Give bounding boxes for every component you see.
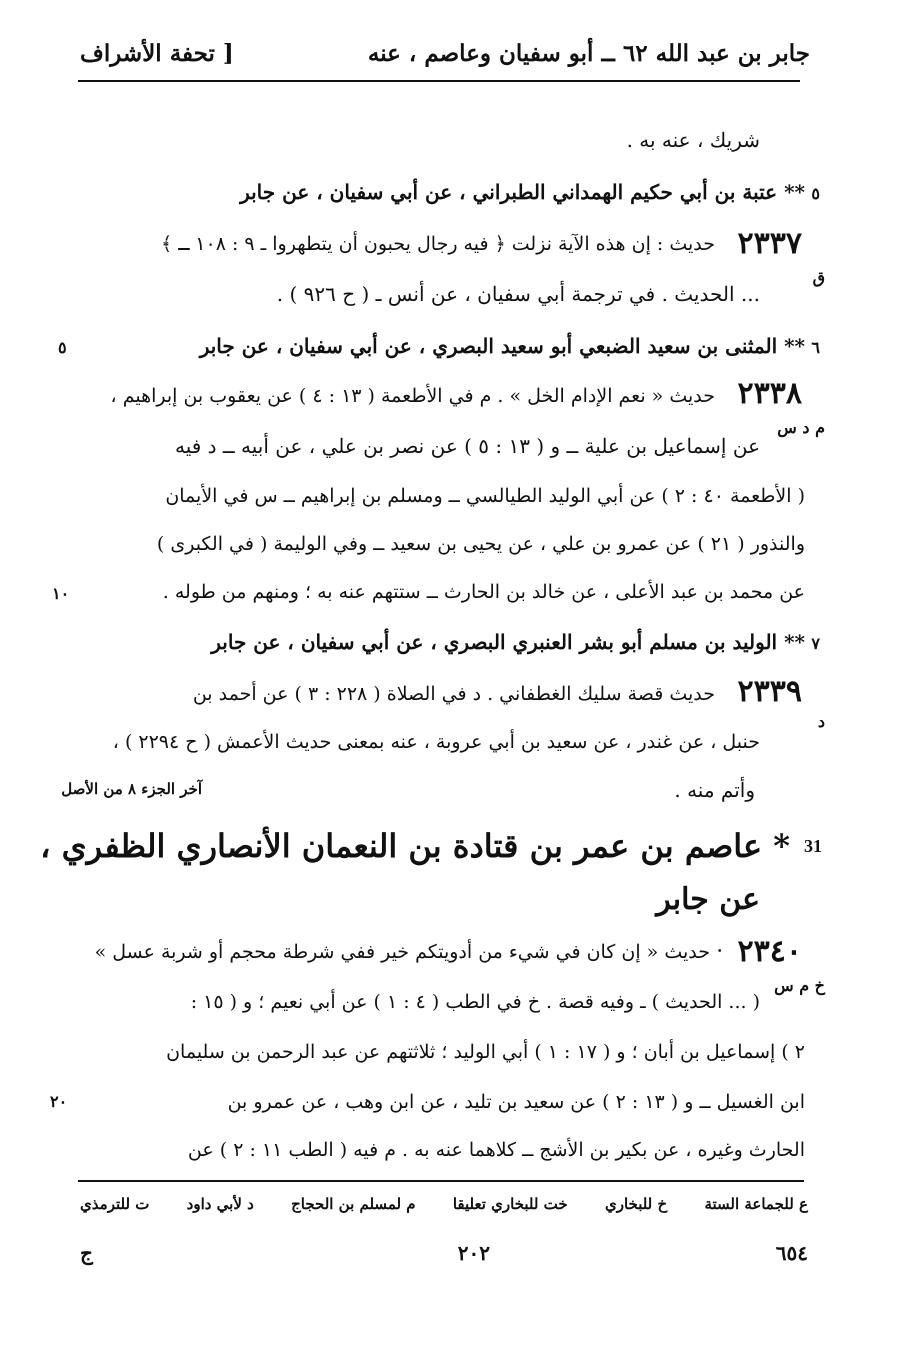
margin-line-number-10: ١٠ (52, 584, 70, 603)
legend-item: ع للجماعة الستة (704, 1195, 808, 1213)
margin-note-5: ٥ (58, 338, 67, 357)
page-number-tuhfa: ٦٥٤ (775, 1241, 808, 1265)
running-head-book: [ تحفة الأشراف (80, 40, 234, 67)
footer-rule (78, 1180, 804, 1182)
hadith-2337-sigla: ق (812, 268, 825, 287)
hadith-2338-line-5: عن محمد بن عبد الأعلى ، عن خالد بن الحارث ــ ستتهم عنه به ؛ ومنهم من طوله . (162, 581, 805, 603)
page-number-center: ٢٠٢ (457, 1241, 490, 1265)
hadith-2338-line-1: حديث « نعم الإدام الخل » . م في الأطعمة ( ١٣ : ٤ ) عن يعقوب بن إبراهيم ، (110, 385, 715, 407)
margin-line-number-20: ٢٠ (50, 1092, 68, 1111)
hadith-2339-line-3: وأتم منه . (674, 778, 755, 802)
hadith-2340-marker: ٠ (715, 940, 724, 959)
hadith-2340-line-3: ٢ ) إسماعيل بن أبان ؛ و ( ١٧ : ١ ) أبي الوليد ؛ ثلاثتهم عن عبد الرحمن بن سليمان (166, 1041, 805, 1063)
narrator-muthanna: ** المثنى بن سعيد الضبعي أبو سعيد البصري ، عن أبي سفيان ، عن جابر (199, 334, 805, 358)
hadith-number-2338: ٢٣٣٨ (737, 376, 802, 411)
margin-note-end-of-part: آخر الجزء ٨ من الأصل (61, 780, 202, 798)
section-number: 31 (804, 836, 822, 856)
hadith-2340-line-5: الحارث وغيره ، عن بكير بن الأشج ــ كلاهما عنه به . م فيه ( الطب ١١ : ٢ ) عن (187, 1139, 805, 1161)
hadith-2338-line-3: ( الأطعمة ٤٠ : ٢ ) عن أبي الوليد الطيالسي ــ ومسلم بن إبراهيم ــ س في الأيمان (165, 485, 805, 507)
section-heading-an-jabir: عن جابر (656, 882, 760, 917)
legend-item: خت للبخاري تعليقا (452, 1195, 568, 1213)
legend-item: ت للترمذي (80, 1195, 150, 1213)
hadith-2339-line-2: حنبل ، عن غندر ، عن سعيد بن أبي عروبة ، عنه بمعنى حديث الأعمش ( ح ٢٢٩٤ ) ، (112, 731, 760, 753)
hadith-2340-sigla: خ م س (774, 976, 825, 995)
running-head-title: جابر بن عبد الله ٦٢ ــ أبو سفيان وعاصم ، عنه (367, 40, 810, 67)
hadith-2340-line-2: ( ... الحديث ) ـ وفيه قصة . خ في الطب ( ٤ : ١ ) عن أبي نعيم ؛ و ( ١٥ : (190, 991, 760, 1013)
line-number-6: ٦ (811, 338, 820, 357)
hadith-number-2339: ٢٣٣٩ (737, 674, 802, 709)
hadith-2337-line-1: حديث : إن هذه الآية نزلت ﴿ فيه رجال يحبون أن يتطهروا ـ ٩ : ١٠٨ ـ ﴾ (160, 233, 715, 255)
hadith-number-2337: ٢٣٣٧ (737, 226, 802, 261)
hadith-2338-line-2: عن إسماعيل بن علية ــ و ( ١٣ : ٥ ) عن نصر بن علي ، عن أبيه ــ د فيه (174, 434, 760, 458)
narrator-walid: ** الوليد بن مسلم أبو بشر العنبري البصري ، عن أبي سفيان ، عن جابر (211, 630, 805, 654)
header-rule (78, 80, 800, 82)
legend-item: م لمسلم بن الحجاج (291, 1195, 416, 1213)
hadith-2340-line-4: ابن الغسيل ــ و ( ١٣ : ٢ ) عن سعيد بن تليد ، عن ابن وهب ، عن عمرو بن (227, 1091, 805, 1113)
legend-item: خ للبخاري (604, 1195, 668, 1213)
hadith-number-2340: ٢٣٤٠ (737, 934, 802, 969)
hadith-2338-line-4: والنذور ( ٢١ ) عن عمرو بن علي ، عن يحيى بن سعيد ــ وفي الوليمة ( في الكبرى ) (156, 533, 805, 555)
hadith-2339-sigla: د (817, 712, 825, 731)
line-number-5: ٥ (811, 184, 820, 203)
line-number-7: ٧ (811, 634, 820, 653)
volume-letter: ج (80, 1241, 93, 1265)
hadith-2337-line-2: ... الحديث . في ترجمة أبي سفيان ، عن أنس ـ ( ح ٩٢٦ ) . (276, 282, 760, 306)
sigla-legend (80, 1195, 808, 1213)
hadith-2338-sigla: م د س (777, 418, 825, 437)
legend-item: د لأبي داود (186, 1195, 254, 1213)
hadith-2339-line-1: حديث قصة سليك الغطفاني . د في الصلاة ( ٢٢٨ : ٣ ) عن أحمد بن (192, 683, 715, 705)
section-heading-asim: * عاصم بن عمر بن قتادة بن النعمان الأنصاري الظفري ، (40, 827, 790, 865)
line-sharik: شريك ، عنه به . (626, 128, 760, 152)
narrator-utba: ** عتبة بن أبي حكيم الهمداني الطبراني ، عن أبي سفيان ، عن جابر (240, 180, 805, 204)
hadith-2340-line-1: حديث « إن كان في شيء من أدويتكم خير ففي شرطة محجم أو شربة عسل » (94, 941, 710, 963)
